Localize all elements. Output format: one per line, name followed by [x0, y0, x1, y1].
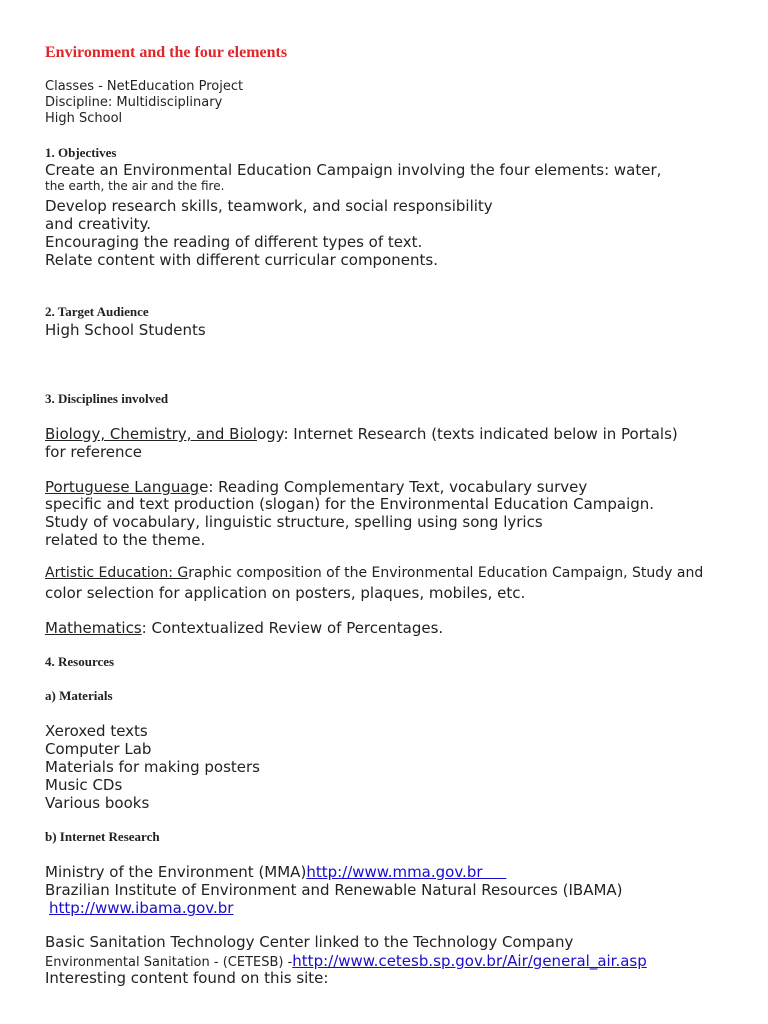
- objective-line: Relate content with different curricular components.: [45, 251, 438, 269]
- objective-line: Create an Environmental Education Campaign involving the four elements: water,: [45, 161, 662, 179]
- objective-line: the earth, the air and the fire.: [45, 179, 225, 193]
- discipline-artistic: [45, 565, 703, 581]
- document-title: Environment and the four elements: [45, 44, 288, 61]
- discipline-line: Study of vocabulary, linguistic structure, spelling using song lyrics: [45, 513, 543, 531]
- meta-discipline: Discipline: Multidisciplinary: [45, 95, 223, 110]
- resource-cetesb-label: Basic Sanitation Technology Center linked to the Technology Company: [45, 933, 574, 951]
- discipline-mathematics: [45, 619, 443, 637]
- mma-link-trailing: [483, 863, 507, 881]
- internet-heading: b) Internet Research: [45, 829, 160, 844]
- material-item: Xeroxed texts: [45, 722, 148, 740]
- resource-label: Ministry of the Environment (MMA): [45, 863, 307, 881]
- discipline-desc: ogy: Internet Research (texts indicated below in Portals): [256, 425, 678, 443]
- audience-heading: 2. Target Audience: [45, 304, 149, 319]
- discipline-label: Portuguese Languag: [45, 478, 200, 496]
- ibama-link[interactable]: http://www.ibama.gov.br: [49, 899, 234, 917]
- materials-heading: a) Materials: [45, 688, 113, 703]
- discipline-desc: raphic composition of the Environmental Education Campaign, Study and: [188, 565, 704, 581]
- resource-ibama: [49, 899, 233, 917]
- discipline-label: Artistic Education: G: [45, 565, 189, 581]
- audience-text: High School Students: [45, 321, 206, 339]
- resource-label: Environmental Sanitation - (CETESB) -: [45, 955, 293, 970]
- discipline-line: specific and text production (slogan) for the Environmental Education Campaign.: [45, 495, 655, 513]
- objective-line: and creativity.: [45, 215, 151, 233]
- objective-line: Encouraging the reading of different types of text.: [45, 233, 423, 251]
- discipline-line: color selection for application on posters, plaques, mobiles, etc.: [45, 584, 526, 602]
- mma-link[interactable]: http://www.mma.gov.br: [306, 863, 483, 881]
- resources-heading: 4. Resources: [45, 654, 115, 669]
- material-item: Computer Lab: [45, 740, 152, 758]
- meta-classes: Classes - NetEducation Project: [45, 79, 244, 94]
- resource-cetesb: [45, 951, 647, 970]
- discipline-label: Biology, Chemistry, and Biol: [45, 425, 257, 443]
- resource-ibama-label: Brazilian Institute of Environment and Renewable Natural Resources (IBAMA): [45, 881, 623, 899]
- material-item: Various books: [45, 794, 150, 812]
- material-item: Materials for making posters: [45, 758, 260, 776]
- material-item: Music CDs: [45, 776, 123, 794]
- objective-line: Develop research skills, teamwork, and social responsibility: [45, 197, 493, 215]
- cetesb-link[interactable]: http://www.cetesb.sp.gov.br/Air/general_air.asp: [292, 952, 647, 970]
- discipline-desc: e: Reading Complementary Text, vocabulary survey: [199, 478, 588, 496]
- discipline-line: related to the theme.: [45, 531, 206, 549]
- discipline-portuguese: [45, 478, 587, 496]
- discipline-label: Mathematics: [45, 619, 142, 637]
- interesting-content-text: Interesting content found on this site:: [45, 969, 329, 987]
- disciplines-heading: 3. Disciplines involved: [45, 391, 169, 406]
- discipline-biology: [45, 425, 678, 443]
- objectives-heading: 1. Objectives: [45, 145, 117, 160]
- discipline-desc: : Contextualized Review of Percentages.: [141, 619, 444, 637]
- discipline-line: for reference: [45, 443, 143, 461]
- resource-mma: [45, 863, 506, 881]
- meta-level: High School: [45, 111, 123, 126]
